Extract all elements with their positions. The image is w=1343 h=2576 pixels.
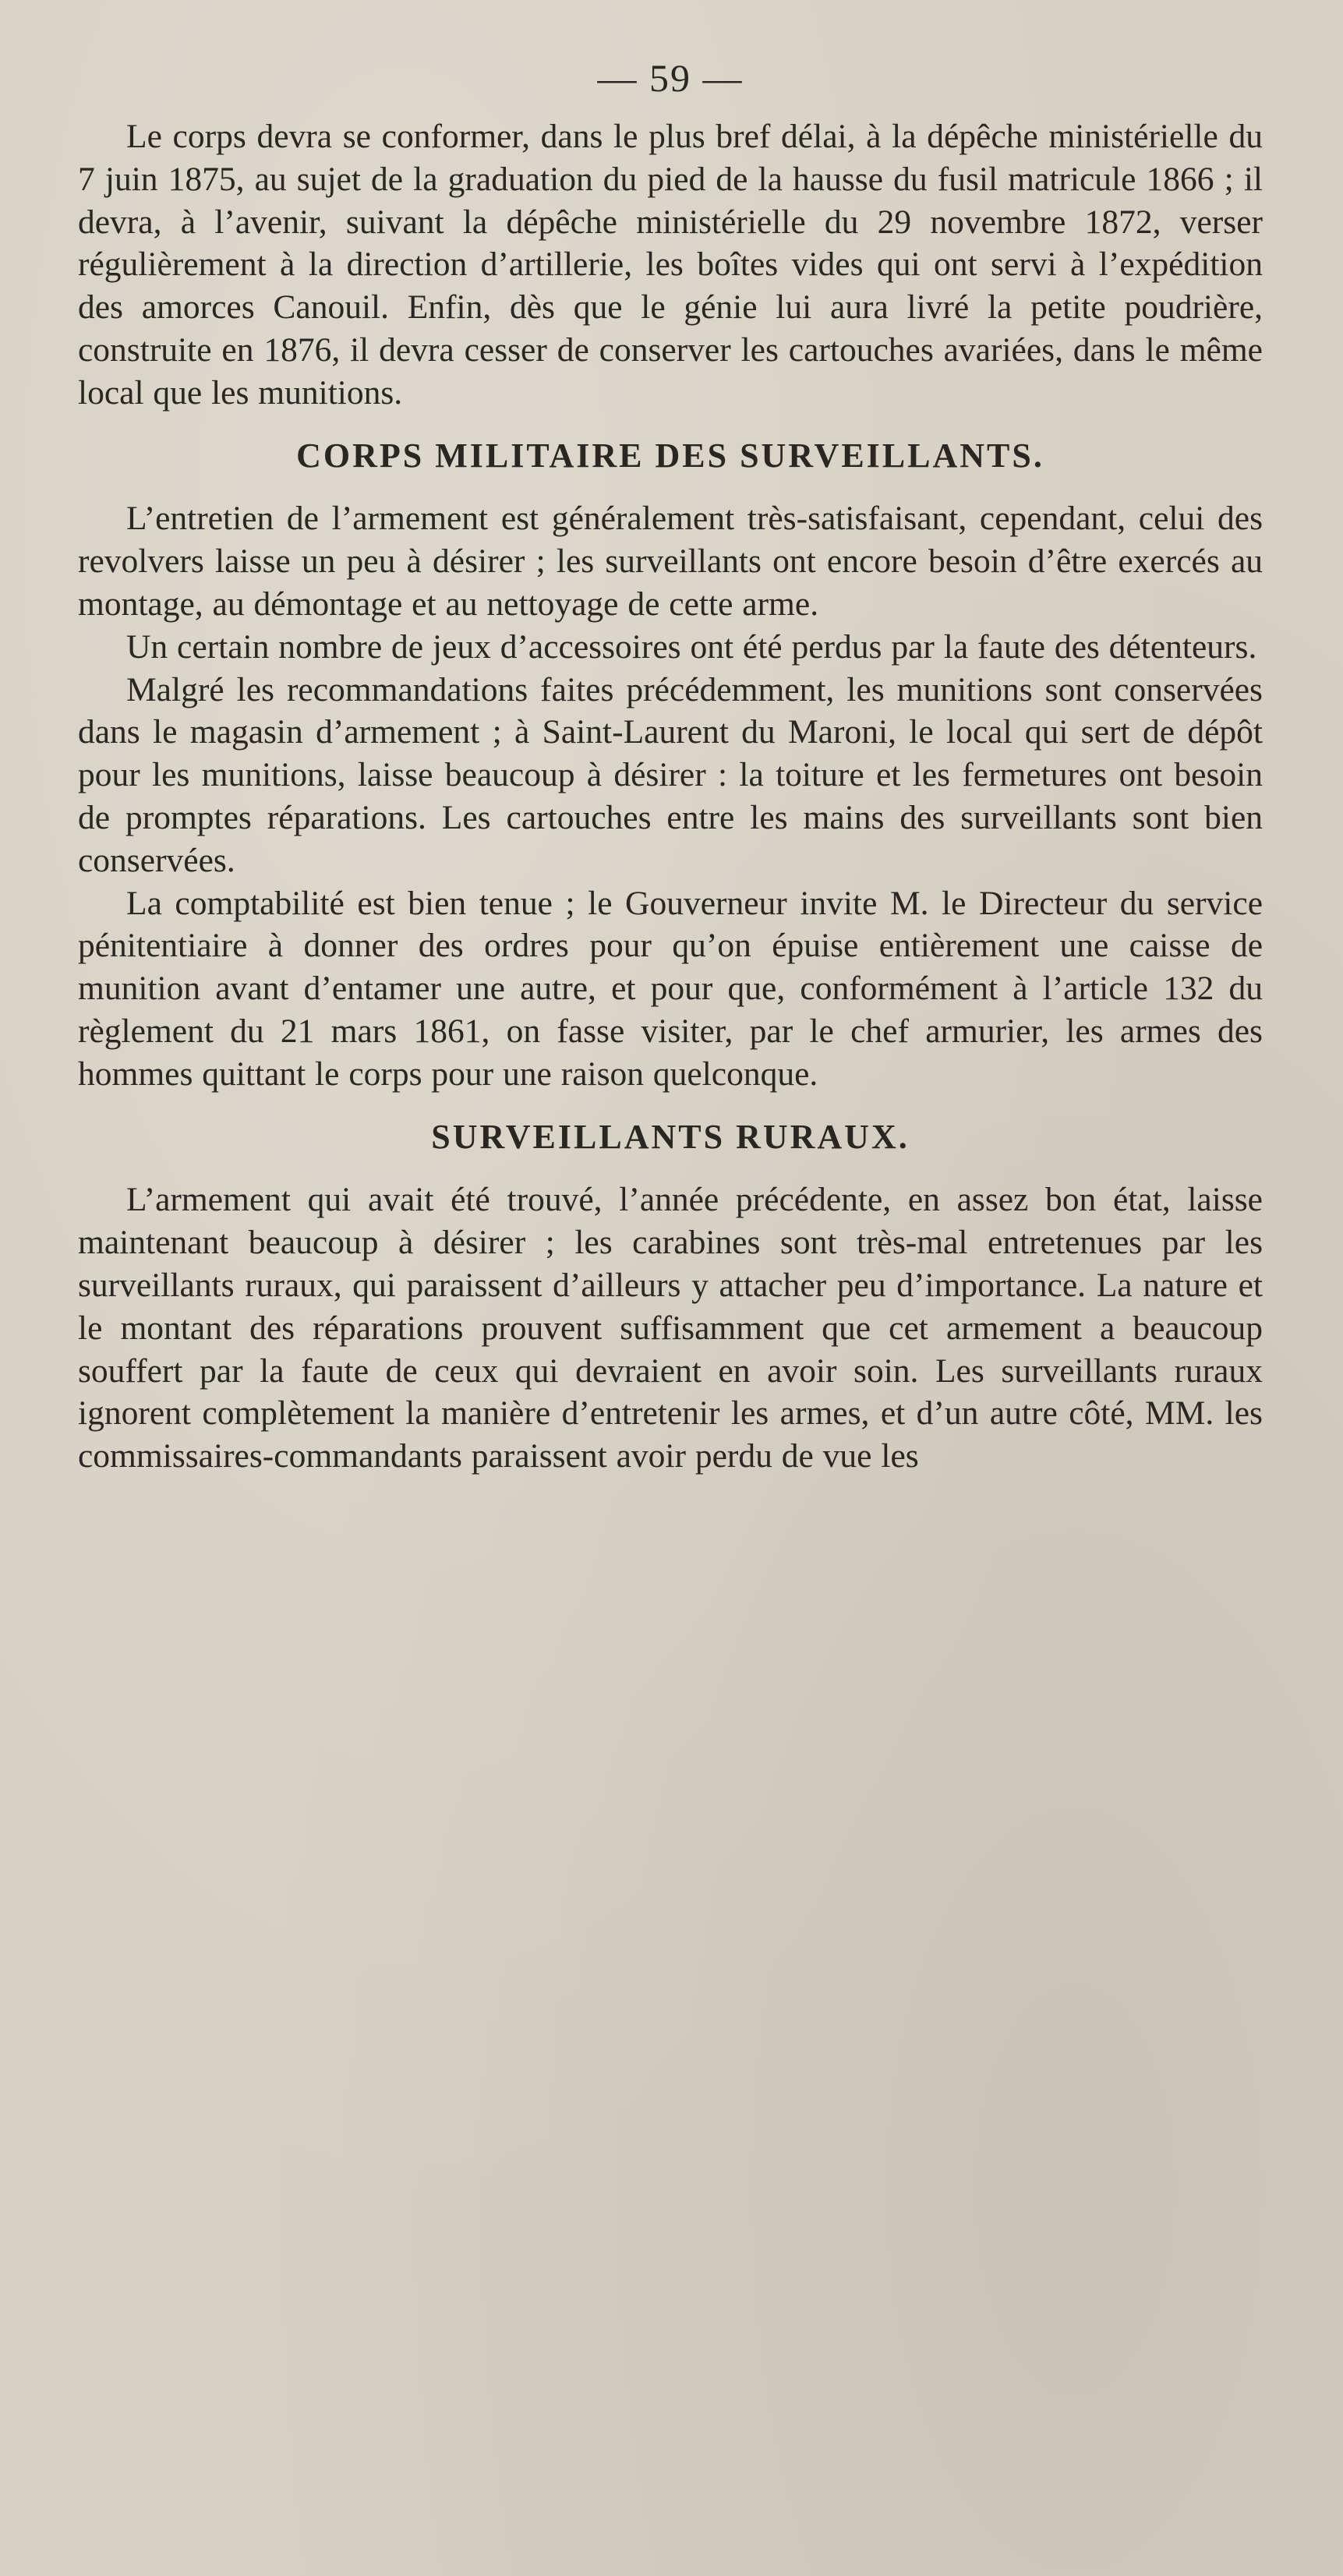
body-paragraph: Malgré les recommandations faites précédemment, les munitions sont conservées dans le magasin d’armement ; à Saint-Laurent du Maroni, le local qui sert de dépôt pour les munitions, laisse beaucoup à désirer : la toiture et les fermetures ont besoin de promptes réparations. Les cartouches entre les mains des surveillants sont bien conservées. — [78, 670, 1263, 879]
page-content — [78, 47, 1263, 1478]
body-paragraph: L’entretien de l’armement est généralement très-satisfaisant, cependant, celui des revolvers laisse un peu à désirer ; les surveillants ont encore besoin d’être exercés au montage, au démontage et au nettoyage de cette arme. — [78, 500, 1263, 623]
section-heading: SURVEILLANTS RURAUX. — [431, 1117, 910, 1156]
body-paragraph: Un certain nombre de jeux d’accessoires ont été perdus par la faute des détenteurs. — [126, 627, 1257, 666]
body-paragraph: L’armement qui avait été trouvé, l’année précédente, en assez bon état, laisse maintenant beaucoup à désirer ; les carabines sont très-mal entretenues par les surveillants ruraux, qui paraissent d’ailleurs y attacher peu d’importance. La nature et le montant des réparations prouvent suffisamment que cet armement a beaucoup souffert par la faute de ceux qui devraient en avoir soin. Les surveillants ruraux ignorent complètement la manière d’entretenir les armes, et d’un autre côté, MM. les commissaires-commandants paraissent avoir perdu de vue les — [78, 1181, 1263, 1475]
body-paragraph: La comptabilité est bien tenue ; le Gouverneur invite M. le Directeur du service pénitentiaire à donner des ordres pour qu’on épuise entièrement une caisse de munition avant d’entamer une autre, et pour que, conformément à l’article 132 du règlement du 21 mars 1861, on fasse visiter, par le chef armurier, les armes des hommes quittant le corps pour une raison quelconque. — [78, 884, 1263, 1093]
section-heading: CORPS MILITAIRE DES SURVEILLANTS. — [296, 436, 1044, 475]
page-number: — 59 — — [597, 56, 744, 100]
body-paragraph: Le corps devra se conformer, dans le plus bref délai, à la dépêche ministérielle du 7 juin 1875, au sujet de la graduation du pied de la hausse du fusil matricule 1866 ; il devra, à l’avenir, suivant la dépêche ministérielle du 29 novembre 1872, verser régulièrement à la direction d’artillerie, les boîtes vides qui ont servi à l’expédition des amorces Canouil. Enfin, dès que le génie lui aura livré la petite poudrière, construite en 1876, il devra cesser de conserver les cartouches avariées, dans le même local que les munitions. — [78, 118, 1263, 412]
